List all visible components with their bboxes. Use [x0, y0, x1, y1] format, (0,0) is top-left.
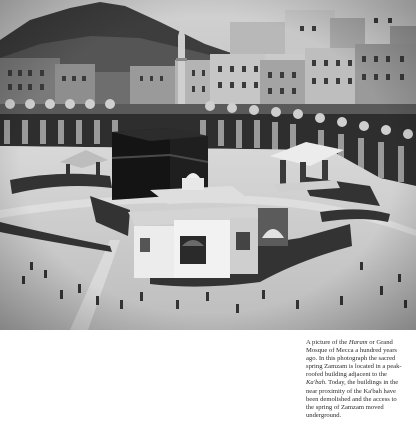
photo-caption [306, 339, 406, 420]
caption-text: A picture of the [306, 339, 349, 346]
caption-term-kabah: Ka'bah [306, 379, 325, 387]
caption-text: or Grand Mosque of Mecca a hundred years ago. In this photograph the sacred spring Zamzam is located in a peak-roofed building adjacent to the [306, 339, 402, 379]
caption-term-haram: Haram [348, 339, 368, 346]
caption-text: . Today, the buildings in the near proximity of the Ka'bah have been demolished and the access to the spring of Zamzam moved underground. [306, 379, 399, 419]
